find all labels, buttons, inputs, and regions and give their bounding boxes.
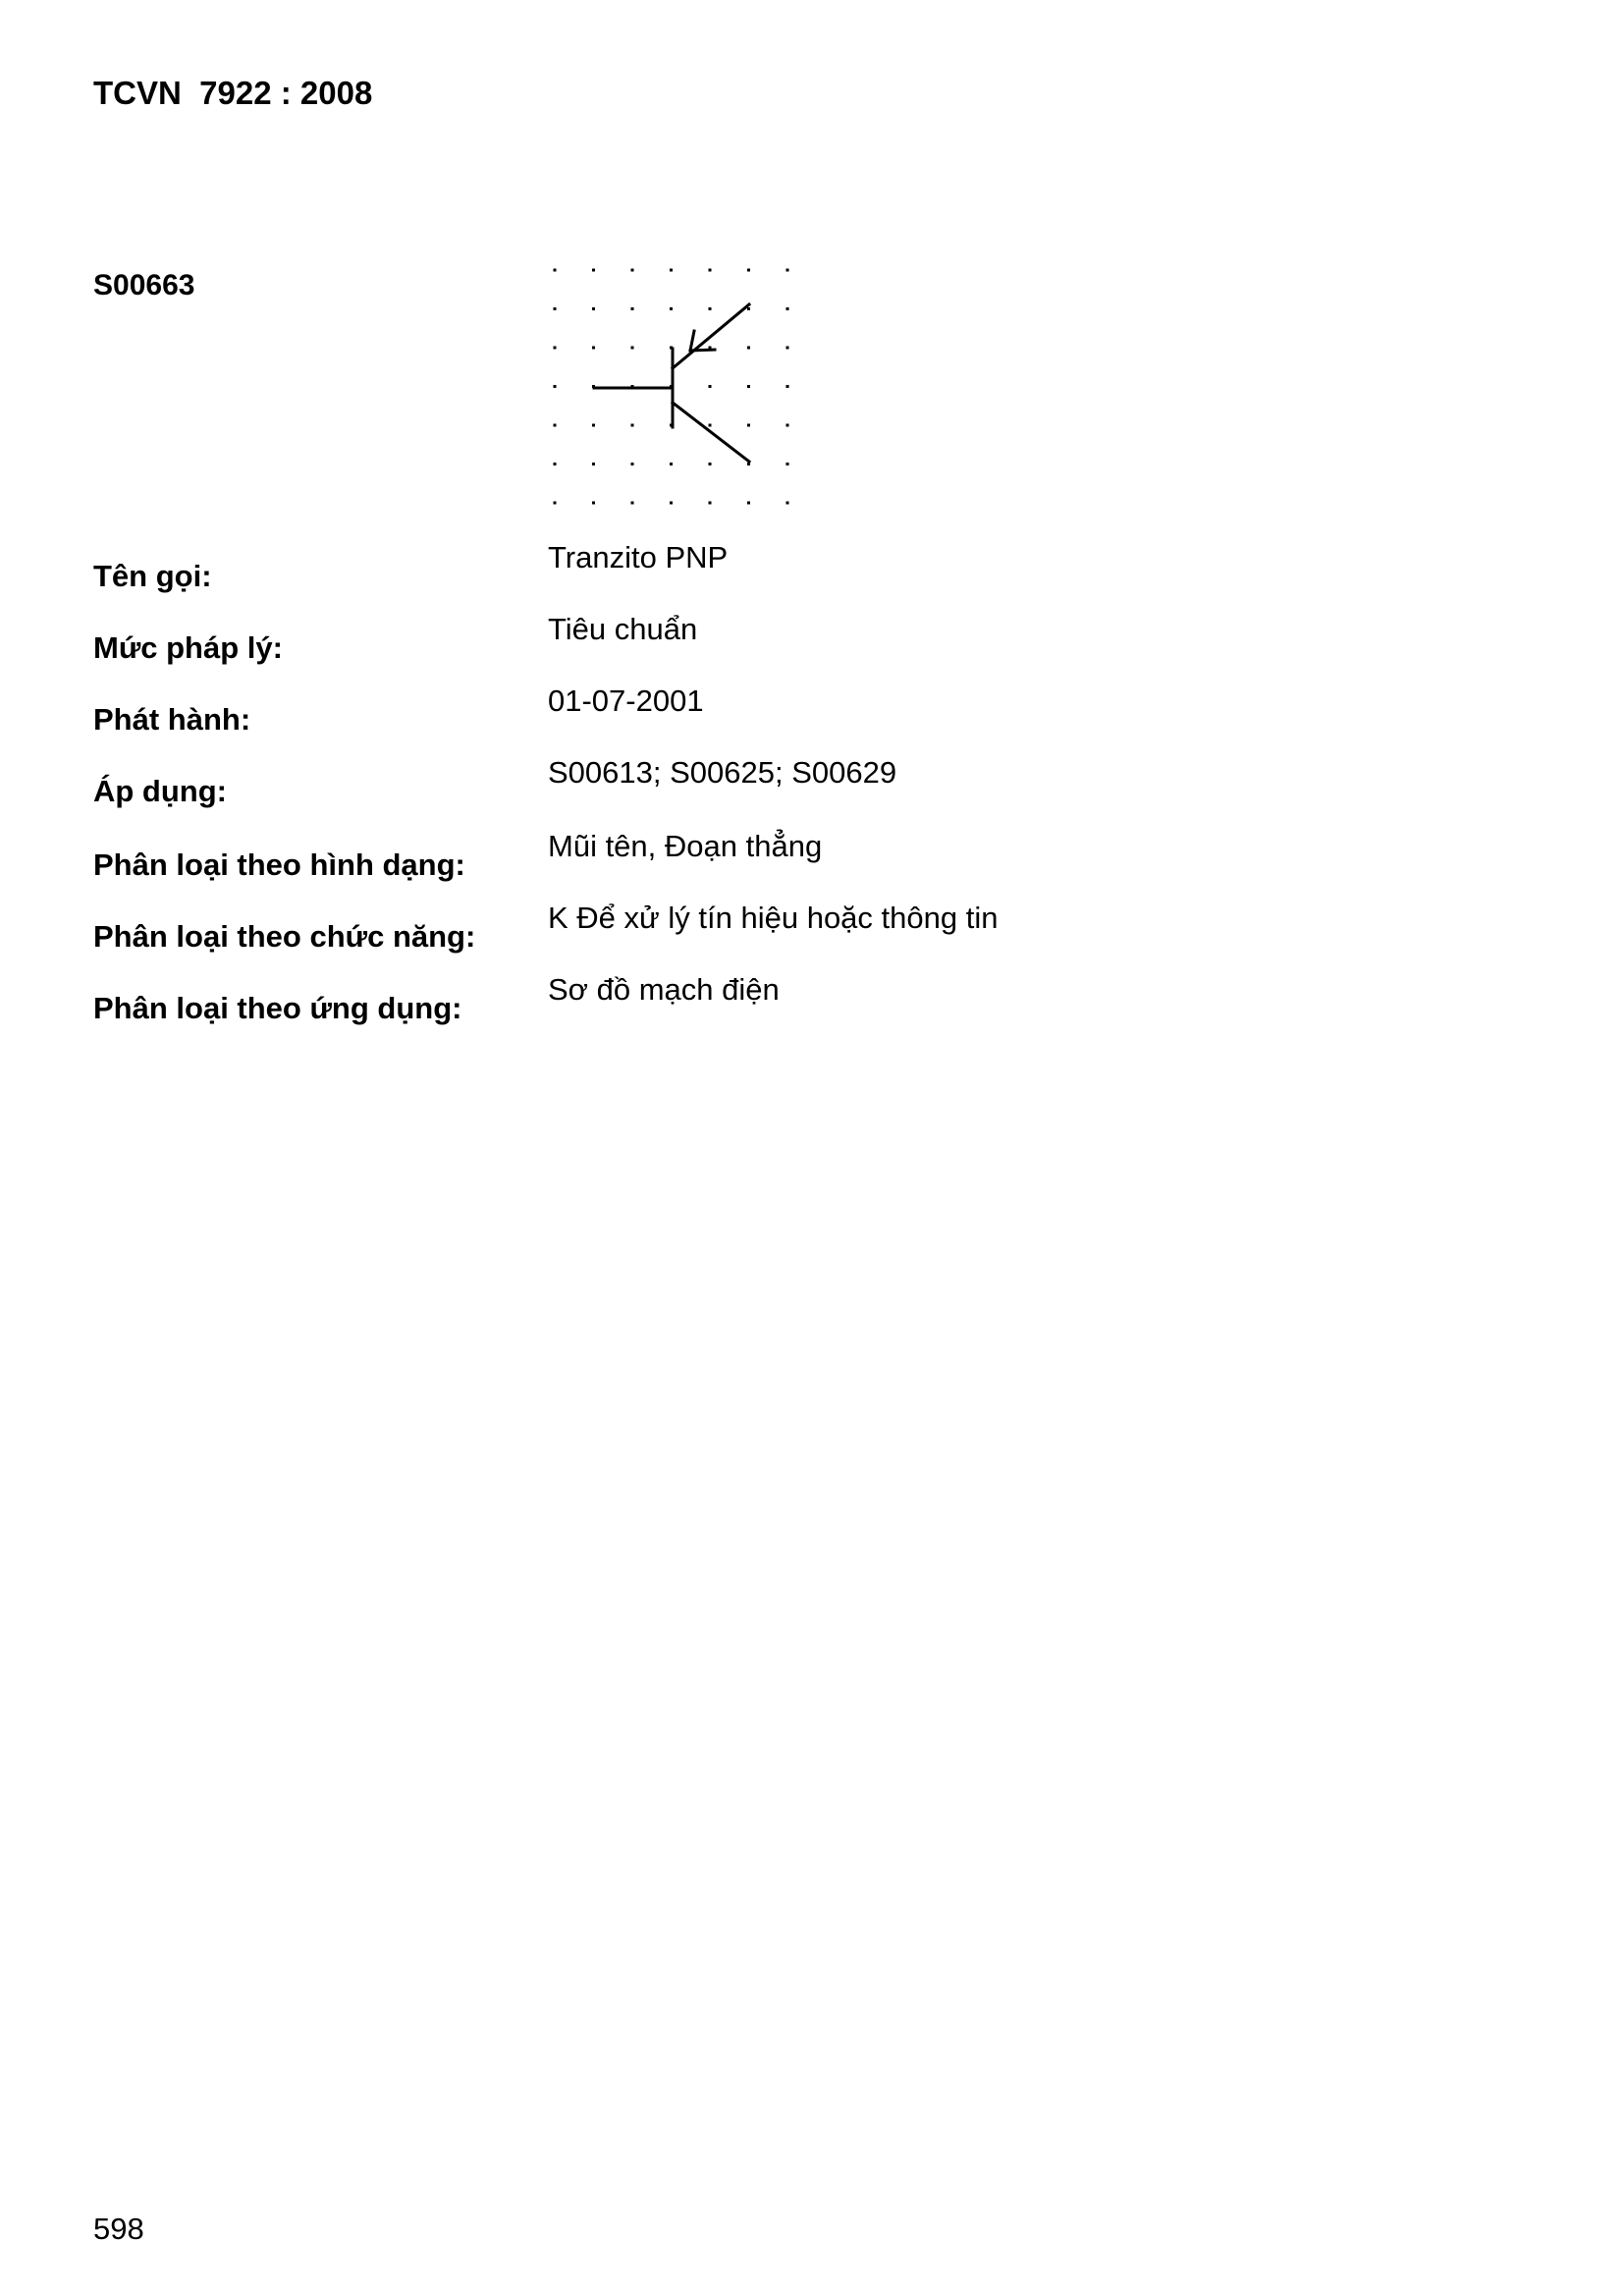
- attribute-label: Mức pháp lý:: [93, 630, 283, 665]
- grid-dot: [747, 502, 750, 505]
- grid-dot: [554, 502, 557, 505]
- attribute-row-application-class: [93, 974, 1468, 1023]
- grid-dot: [554, 424, 557, 427]
- collector-lead: [673, 403, 749, 462]
- grid-dot: [592, 347, 595, 350]
- attribute-value: 01-07-2001: [548, 683, 704, 718]
- grid-dot: [747, 307, 750, 310]
- grid-dot: [786, 502, 789, 505]
- attribute-value: S00613; S00625; S00629: [548, 755, 897, 790]
- grid-dot: [670, 502, 673, 505]
- grid-dot: [592, 269, 595, 272]
- grid-dot: [747, 269, 750, 272]
- grid-dot: [786, 269, 789, 272]
- grid-dot: [670, 269, 673, 272]
- grid-dot: [709, 502, 712, 505]
- attribute-label: Phát hành:: [93, 702, 251, 737]
- standard-title: TCVN 7922 : 2008: [93, 75, 373, 111]
- attribute-value: Mũi tên, Đoạn thẳng: [548, 829, 823, 863]
- grid-dot: [592, 307, 595, 310]
- grid-dot: [709, 385, 712, 388]
- grid-dot: [592, 424, 595, 427]
- transistor-lines: [594, 304, 749, 462]
- attribute-label: Phân loại theo ứng dụng:: [93, 991, 462, 1025]
- attribute-row-function-class: [93, 902, 1468, 952]
- attribute-value: Sơ đồ mạch điện: [548, 972, 780, 1007]
- grid-dot: [554, 307, 557, 310]
- attribute-value: K Để xử lý tín hiệu hoặc thông tin: [548, 901, 999, 935]
- attribute-label: Áp dụng:: [93, 774, 228, 808]
- grid-dot: [786, 385, 789, 388]
- emitter-arrow-head-b: [690, 350, 715, 351]
- grid-dot: [786, 307, 789, 310]
- attribute-row-applies: [93, 757, 1468, 806]
- grid-dot: [592, 463, 595, 465]
- grid-dot: [786, 463, 789, 465]
- grid-dot: [631, 269, 634, 272]
- grid-dot: [786, 347, 789, 350]
- grid-dot: [709, 307, 712, 310]
- grid-dot: [631, 502, 634, 505]
- symbol-code: S00663: [93, 269, 195, 301]
- grid-dot: [631, 463, 634, 465]
- pnp-transistor-symbol-icon: [540, 255, 805, 520]
- grid-dot: [747, 424, 750, 427]
- page-number: 598: [93, 2212, 144, 2246]
- attribute-value: Tiêu chuẩn: [548, 612, 698, 646]
- grid-dot: [554, 385, 557, 388]
- grid-dot: [670, 307, 673, 310]
- grid-dot: [747, 347, 750, 350]
- attribute-label: Tên gọi:: [93, 559, 212, 593]
- grid-dot: [786, 424, 789, 427]
- grid-dot: [631, 424, 634, 427]
- attribute-row-shape-class: [93, 831, 1468, 880]
- emitter-lead: [673, 304, 749, 368]
- grid-dot: [554, 463, 557, 465]
- grid-dot: [709, 463, 712, 465]
- attribute-row-name: [93, 542, 1468, 591]
- grid-dot: [554, 269, 557, 272]
- grid-dot: [592, 502, 595, 505]
- attribute-label: Phân loại theo chức năng:: [93, 919, 476, 954]
- attribute-row-release: [93, 685, 1468, 735]
- emitter-arrow-head-a: [690, 331, 694, 351]
- grid-dot: [747, 385, 750, 388]
- grid-dot: [631, 347, 634, 350]
- grid-dot: [709, 424, 712, 427]
- grid-dot: [554, 347, 557, 350]
- grid-dot: [709, 269, 712, 272]
- grid-dot: [670, 463, 673, 465]
- attribute-row-legal-level: [93, 614, 1468, 663]
- grid-dot: [631, 307, 634, 310]
- attribute-value: Tranzito PNP: [548, 540, 729, 574]
- attribute-label: Phân loại theo hình dạng:: [93, 847, 465, 882]
